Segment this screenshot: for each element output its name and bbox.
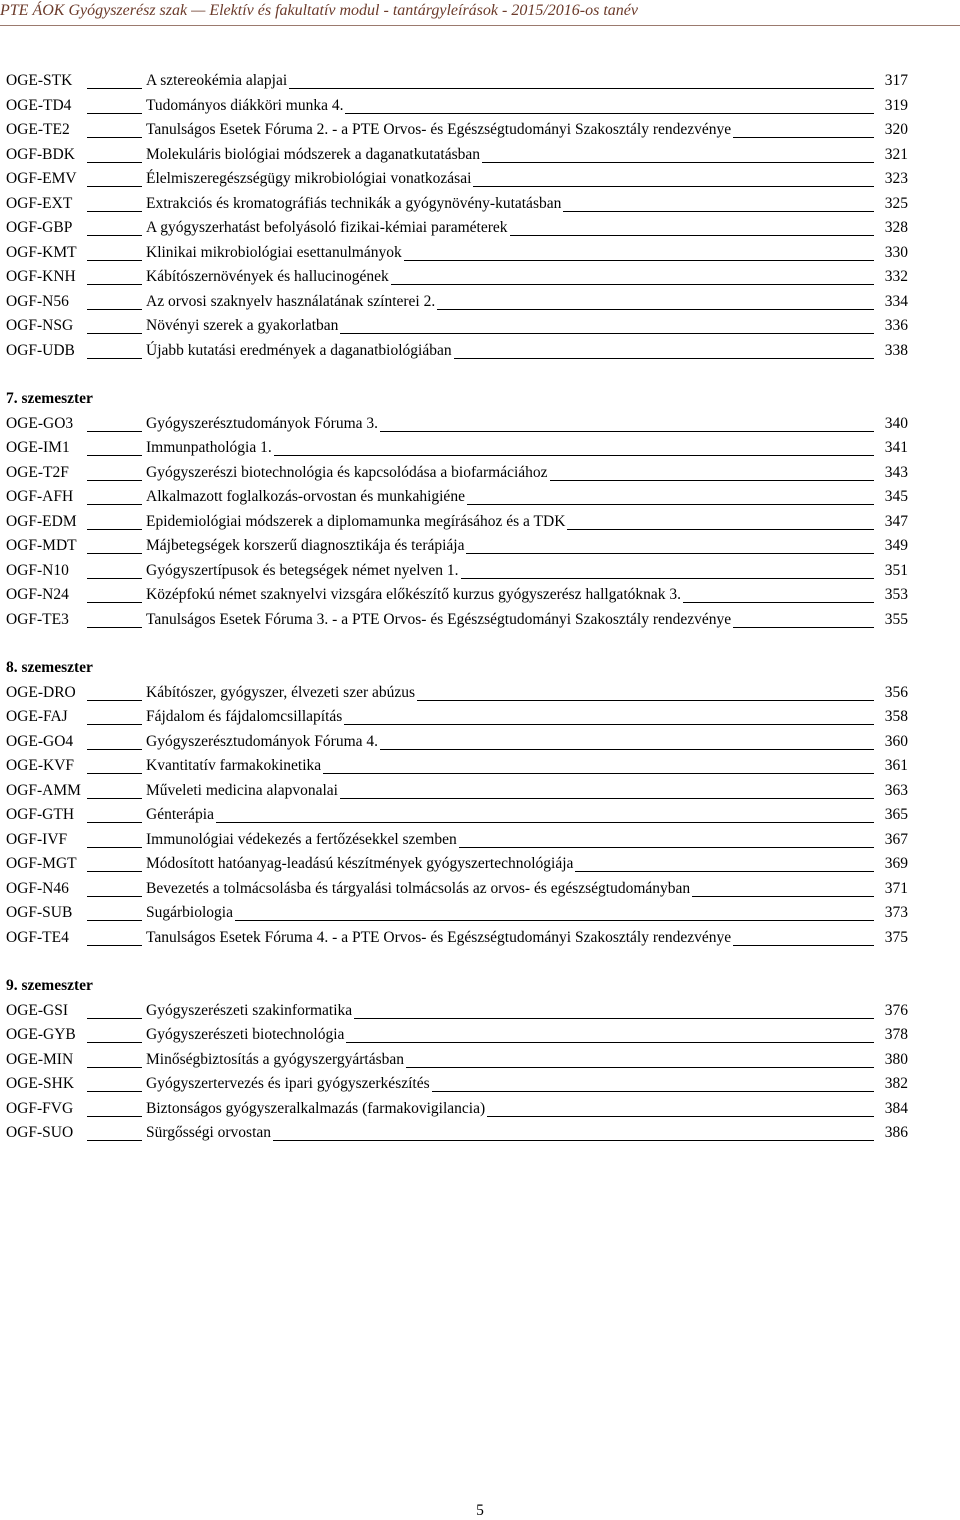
toc-entry[interactable] [6,929,908,954]
course-code: OGF-GTH [6,806,75,823]
course-code: OGE-FAJ [6,708,68,725]
page-ref: 345 [884,488,908,505]
course-title: Fájdalom és fájdalomcsillapítás [146,708,343,725]
title-container [146,929,874,947]
code-underline [87,113,142,114]
leader-line [482,162,874,163]
code-underline [87,602,142,603]
course-code: OGF-IVF [6,830,68,848]
code-underline [87,211,142,212]
title-container [146,586,874,604]
leader-line [216,822,874,823]
course-code: OGF-EXT [6,194,73,212]
course-code: OGE-GSI [6,1001,68,1019]
code-underline [87,260,142,261]
course-title: Tanulságos Esetek Fóruma 4. - a PTE Orvos- és Egészségtudományi Szakosztály rendezvénye [146,928,732,946]
code-underline [87,431,142,432]
toc-entry[interactable] [6,562,908,587]
page-ref: 341 [884,439,908,456]
course-code: OGE-STK [6,72,73,89]
page-ref: 376 [884,1001,908,1019]
course-title: Gyógyszerészeti biotechnológia [146,1026,345,1043]
toc-entry[interactable] [6,733,908,758]
code-underline [87,162,142,163]
code-underline [87,1042,142,1043]
section-spacer [6,953,908,977]
toc-entry[interactable] [6,464,908,489]
title-container [146,121,874,139]
leader-line [323,773,874,774]
page-ref: 319 [884,96,908,114]
title-container [146,317,874,335]
code-underline [87,749,142,750]
toc-entry[interactable] [6,904,908,929]
toc-entry[interactable] [6,121,908,146]
course-code: OGE-TD4 [6,96,72,114]
title-container [146,611,874,629]
toc-entry[interactable] [6,1026,908,1051]
course-title: Tanulságos Esetek Fóruma 2. - a PTE Orvos- és Egészségtudományi Szakosztály rendezvénye [146,121,732,138]
title-container [146,219,874,237]
title-container [146,293,874,311]
page-ref: 325 [884,194,908,212]
course-code: OGF-KMT [6,243,77,261]
leader-line [437,309,874,310]
leader-line [567,529,874,530]
course-code: OGF-N24 [6,586,69,603]
leader-line [346,1042,874,1043]
toc-entry[interactable] [6,782,908,807]
code-underline [87,700,142,701]
toc-entry[interactable] [6,537,908,562]
code-underline [87,455,142,456]
toc-entry[interactable] [6,317,908,342]
title-container [146,342,874,360]
course-code: OGF-MGT [6,855,77,872]
title-container [146,195,874,213]
toc-entry[interactable] [6,342,908,367]
section-spacer [6,635,908,659]
course-title: Alkalmazott foglalkozás-orvostan és munkahigiéne [146,488,465,505]
page-ref: 355 [884,610,908,628]
course-code: OGE-GO4 [6,732,74,750]
title-container [146,562,874,580]
code-underline [87,578,142,579]
header-divider [0,25,960,26]
leader-line [467,504,874,505]
code-underline [87,627,142,628]
title-container [146,1075,874,1093]
course-title: Élelmiszeregészségügy mikrobiológiai vonatkozásai [146,170,472,187]
title-container [146,146,874,164]
leader-line [733,945,874,946]
leader-line [461,578,875,579]
course-title: Gyógyszertervezés és ipari gyógyszerkészítés [146,1075,430,1092]
page-ref: 347 [884,512,908,530]
course-title: Májbetegségek korszerű diagnosztikája és terápiája [146,537,465,554]
course-code: OGF-EDM [6,512,77,530]
title-container [146,904,874,922]
title-container [146,244,874,262]
toc-entry[interactable] [6,439,908,464]
code-underline [87,1018,142,1019]
title-container [146,1051,874,1069]
toc-entry[interactable] [6,1124,908,1149]
title-container [146,757,874,775]
page-ref: 330 [884,243,908,261]
code-underline [87,896,142,897]
code-underline [87,724,142,725]
page-ref: 321 [884,145,908,163]
page-ref: 378 [884,1026,908,1043]
title-container [146,831,874,849]
code-underline [87,920,142,921]
course-title: Gyógyszerészeti szakinformatika [146,1001,353,1019]
page-ref: 371 [884,879,908,897]
leader-line [344,724,874,725]
page-ref: 358 [884,708,908,725]
title-container [146,415,874,433]
course-title: Növényi szerek a gyakorlatban [146,317,339,334]
leader-line [274,455,874,456]
course-title: Klinikai mikrobiológiai esettanulmányok [146,243,402,261]
course-code: OGE-MIN [6,1050,74,1068]
course-code: OGF-N10 [6,561,69,579]
leader-line [432,1091,874,1092]
course-code: OGF-KNH [6,268,76,285]
code-underline [87,504,142,505]
course-code: OGF-MDT [6,537,77,554]
code-underline [87,186,142,187]
course-title: Középfokú német szaknyelvi vizsgára előkészítő kurzus gyógyszerész hallgatóknak 3. [146,586,681,603]
course-code: OGF-N46 [6,879,69,897]
title-container [146,488,874,506]
course-title: Extrakciós és kromatográfiás technikák a gyógynövény-kutatásban [146,194,562,212]
course-code: OGF-EMV [6,170,77,187]
course-code: OGE-GYB [6,1026,76,1043]
leader-line [406,1067,874,1068]
leader-line [733,627,874,628]
leader-line [340,798,874,799]
toc-entry[interactable] [6,488,908,513]
toc-entry[interactable] [6,195,908,220]
page-ref: 375 [884,928,908,946]
leader-line [563,211,874,212]
toc-entry[interactable] [6,513,908,538]
toc-entry[interactable] [6,1002,908,1027]
page-ref: 317 [884,72,908,89]
toc-entry[interactable] [6,146,908,171]
code-underline [87,284,142,285]
leader-line [380,749,874,750]
course-title: Minőségbiztosítás a gyógyszergyártásban [146,1050,404,1068]
title-container [146,855,874,873]
course-code: OGF-UDB [6,341,75,359]
course-title: Módosított hatóanyag-leadású készítmények gyógyszertechnológiája [146,855,574,872]
toc-entry[interactable] [6,708,908,733]
course-code: OGF-N56 [6,292,69,310]
course-title: Génterápia [146,806,214,823]
leader-line [391,284,874,285]
leader-line [404,260,874,261]
page-ref: 334 [884,292,908,310]
toc-entry[interactable] [6,293,908,318]
course-title: Kábítószer, gyógyszer, élvezeti szer abúzus [146,683,416,701]
title-container [146,806,874,824]
title-container [146,464,874,482]
title-container [146,97,874,115]
leader-line [289,88,874,89]
code-underline [87,309,142,310]
code-underline [87,1140,142,1141]
toc-entry[interactable] [6,806,908,831]
course-title: Gyógyszerészi biotechnológia és kapcsolódása a biofarmáciához [146,463,548,481]
course-title: Kábítószernövények és hallucinogének [146,268,389,285]
title-container [146,708,874,726]
code-underline [87,847,142,848]
code-underline [87,1116,142,1117]
leader-line [235,920,874,921]
page-ref: 328 [884,219,908,236]
leader-line [692,896,874,897]
toc-entry[interactable] [6,757,908,782]
code-underline [87,871,142,872]
page-ref: 386 [884,1124,908,1141]
leader-line [466,553,874,554]
toc-entry[interactable] [6,1100,908,1125]
course-title: Gyógyszerésztudományok Fóruma 4. [146,732,379,750]
page-ref: 365 [884,806,908,823]
page-ref: 349 [884,537,908,554]
title-container [146,1026,874,1044]
course-code: OGF-TE4 [6,928,69,946]
page-ref: 323 [884,170,908,187]
title-container [146,733,874,751]
page-ref: 351 [884,561,908,579]
code-underline [87,553,142,554]
course-code: OGF-TE3 [6,610,69,628]
page-ref: 382 [884,1075,908,1092]
toc-entry[interactable] [6,244,908,269]
title-container [146,1100,874,1118]
title-container [146,1002,874,1020]
code-underline [87,822,142,823]
course-title: Sugárbiologia [146,904,233,921]
page-ref: 361 [884,757,908,774]
title-container [146,880,874,898]
toc-entry[interactable] [6,97,908,122]
leader-line [345,113,874,114]
page-ref: 338 [884,341,908,359]
toc-entry[interactable] [6,611,908,636]
course-title: Immunpathológia 1. [146,439,272,456]
toc-entry[interactable] [6,415,908,440]
leader-line [459,847,874,848]
title-container [146,268,874,286]
page-ref: 369 [884,855,908,872]
code-underline [87,137,142,138]
page-ref: 380 [884,1050,908,1068]
leader-line [683,602,874,603]
page-ref: 320 [884,121,908,138]
title-container [146,170,874,188]
course-title: Bevezetés a tolmácsolásba és tárgyalási tolmácsolás az orvos- és egészségtudományban [146,879,691,897]
leader-line [575,871,874,872]
page-ref: 367 [884,830,908,848]
course-code: OGE-T2F [6,463,69,481]
title-container [146,1124,874,1142]
page-ref: 353 [884,586,908,603]
page-ref: 363 [884,781,908,799]
toc-entry[interactable] [6,880,908,905]
toc-entry[interactable] [6,72,908,97]
leader-line [340,333,874,334]
title-container [146,72,874,90]
code-underline [87,945,142,946]
course-code: OGE-TE2 [6,121,70,138]
leader-line [380,431,874,432]
code-underline [87,529,142,530]
leader-line [417,700,874,701]
code-underline [87,1091,142,1092]
course-title: Gyógyszerésztudományok Fóruma 3. [146,414,379,432]
course-title: Gyógyszertípusok és betegségek német nyelven 1. [146,561,459,579]
course-code: OGE-DRO [6,683,76,701]
course-title: Kvantitatív farmakokinetika [146,757,322,774]
leader-line [473,186,874,187]
course-title: Epidemiológiai módszerek a diplomamunka megírásához és a TDK [146,512,566,530]
table-of-contents [6,72,908,1149]
leader-line [733,137,874,138]
course-code: OGE-SHK [6,1075,75,1092]
leader-line [354,1018,874,1019]
course-code: OGF-SUO [6,1124,74,1141]
code-underline [87,358,142,359]
toc-entry[interactable] [6,831,908,856]
title-container [146,782,874,800]
course-code: OGF-SUB [6,904,73,921]
page-ref: 343 [884,463,908,481]
course-code: OGE-KVF [6,757,75,774]
title-container [146,439,874,457]
page-ref: 336 [884,317,908,334]
title-container [146,684,874,702]
code-underline [87,1067,142,1068]
course-title: Tanulságos Esetek Fóruma 3. - a PTE Orvos- és Egészségtudományi Szakosztály rendezvénye [146,610,732,628]
toc-entry[interactable] [6,170,908,195]
section-heading: 7. szemeszter [6,390,93,407]
page-ref: 340 [884,414,908,432]
course-code: OGE-GO3 [6,414,74,432]
course-code: OGF-GBP [6,219,73,236]
leader-line [487,1116,874,1117]
leader-line [510,235,874,236]
leader-line [550,480,874,481]
toc-entry[interactable] [6,1075,908,1100]
code-underline [87,798,142,799]
toc-entry[interactable] [6,268,908,293]
course-title: Az orvosi szaknyelv használatának színterei 2. [146,292,436,310]
course-title: Műveleti medicina alapvonalai [146,781,338,799]
course-title: Újabb kutatási eredmények a daganatbiológiában [146,341,452,359]
title-container [146,513,874,531]
course-code: OGE-IM1 [6,439,70,456]
course-code: OGF-AMM [6,781,81,799]
page-ref: 356 [884,683,908,701]
course-title: A gyógyszerhatást befolyásoló fizikai-kémiai paraméterek [146,219,508,236]
page-ref: 332 [884,268,908,285]
page-ref: 373 [884,904,908,921]
code-underline [87,773,142,774]
toc-entry[interactable] [6,684,908,709]
course-title: A sztereokémia alapjai [146,72,288,89]
leader-line [273,1140,874,1141]
code-underline [87,88,142,89]
course-code: OGF-BDK [6,145,75,163]
course-title: Tudományos diákköri munka 4. [146,96,344,114]
course-title: Molekuláris biológiai módszerek a daganatkutatásban [146,145,481,163]
code-underline [87,480,142,481]
running-header: PTE ÁOK Gyógyszerész szak — Elektív és fakultatív modul - tantárgyleírások - 2015/2016-os tanév [0,2,638,19]
leader-line [454,358,874,359]
page-ref: 360 [884,732,908,750]
title-container [146,537,874,555]
code-underline [87,235,142,236]
page-ref: 384 [884,1099,908,1117]
course-title: Sürgősségi orvostan [146,1124,272,1141]
toc-entry[interactable] [6,586,908,611]
section-heading: 8. szemeszter [6,659,93,676]
section-heading: 9. szemeszter [6,977,93,994]
section-spacer [6,366,908,390]
course-code: OGF-NSG [6,317,74,334]
course-title: Biztonságos gyógyszeralkalmazás (farmakovigilancia) [146,1099,486,1117]
course-code: OGF-AFH [6,488,74,505]
toc-entry[interactable] [6,219,908,244]
page-number: 5 [476,1502,484,1519]
code-underline [87,333,142,334]
toc-entry[interactable] [6,855,908,880]
toc-entry[interactable] [6,1051,908,1076]
course-code: OGF-FVG [6,1099,74,1117]
course-title: Immunológiai védekezés a fertőzésekkel szemben [146,830,457,848]
